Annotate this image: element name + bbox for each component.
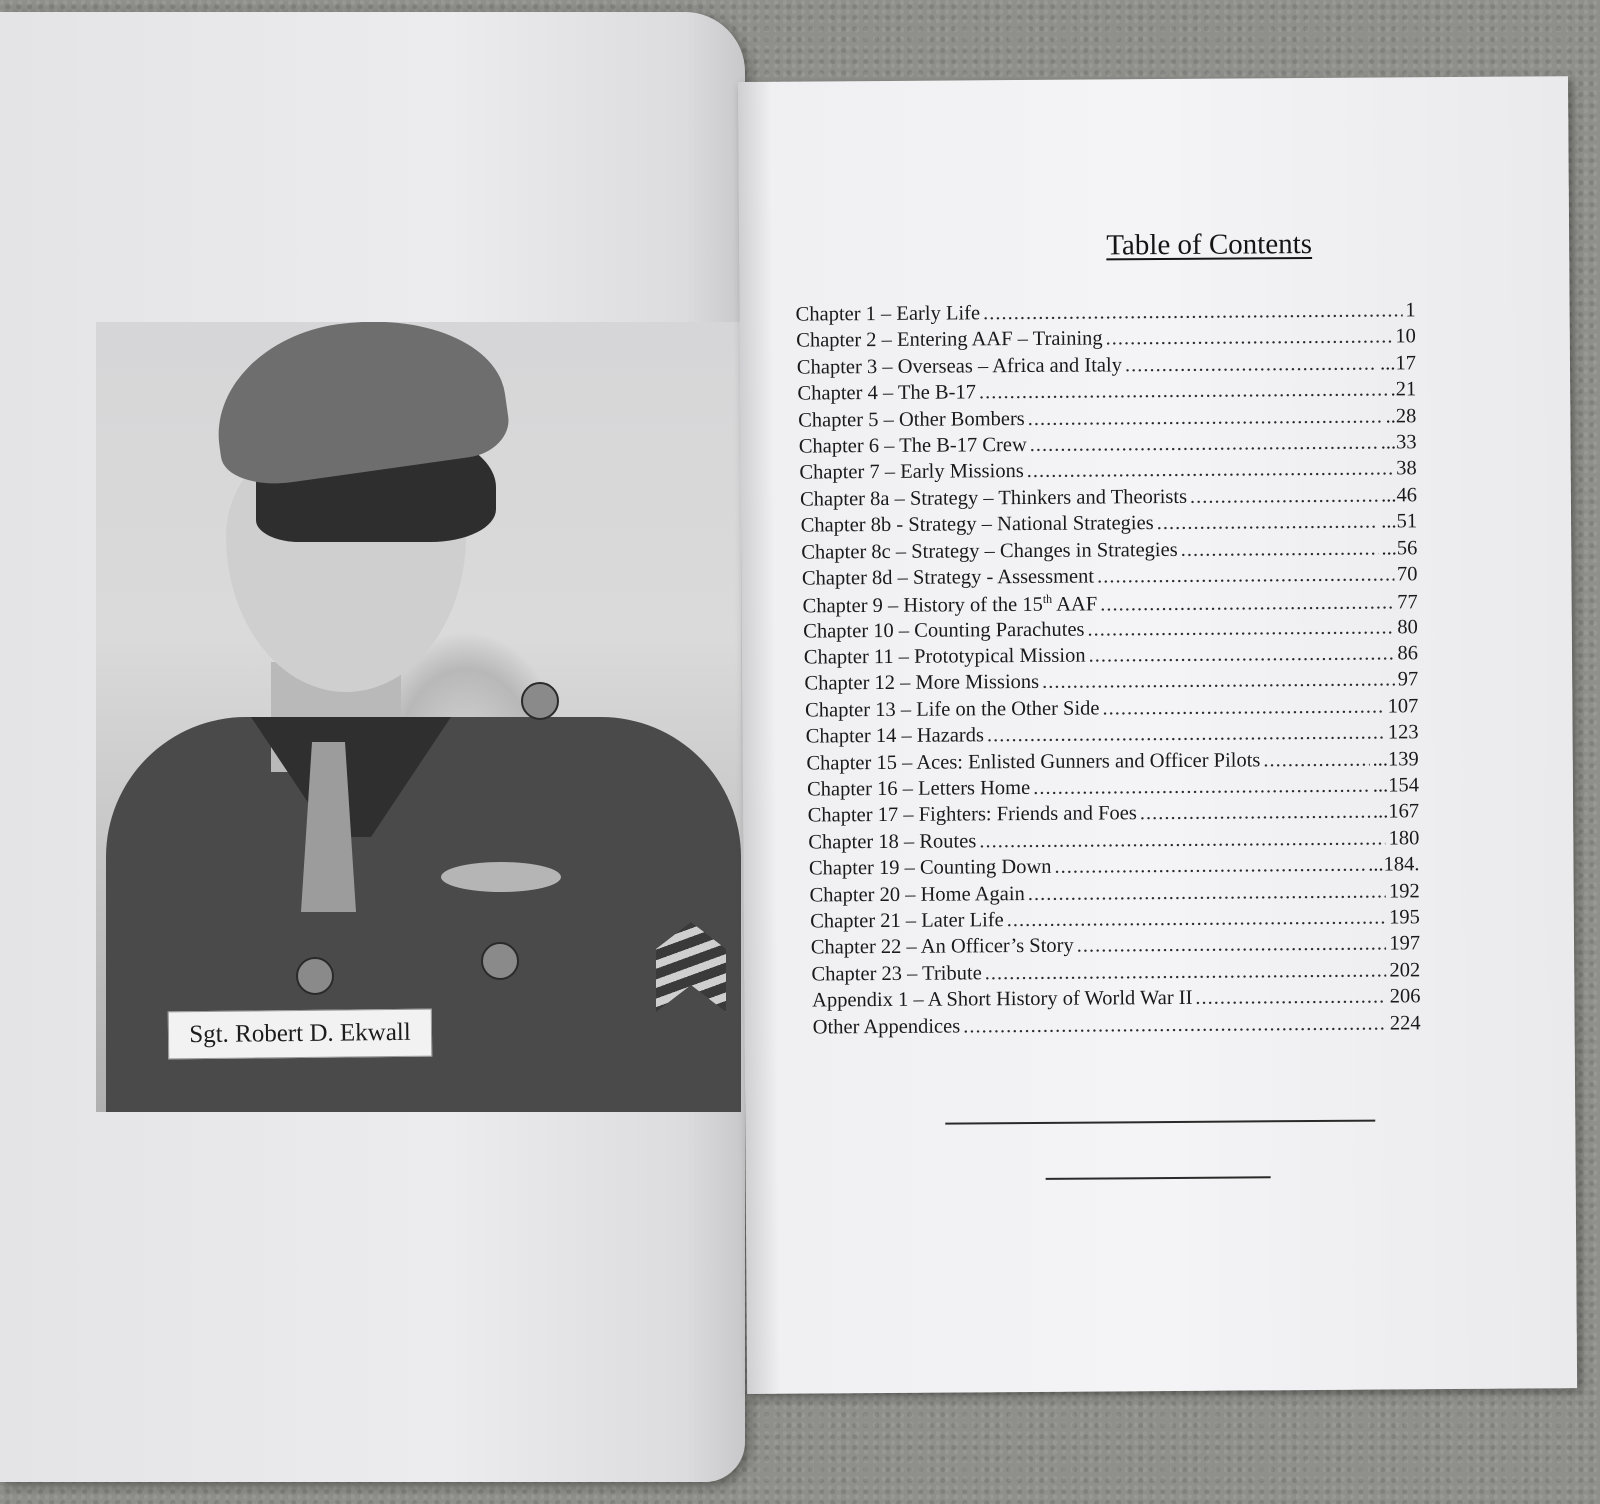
toc-entry-page: 195 (1389, 906, 1420, 929)
toc-entry-page: 180 (1388, 827, 1420, 850)
toc-entry-label: Chapter 1 – Early Life (795, 302, 981, 326)
toc-leader-dots (979, 379, 1388, 405)
toc-leader-dots (987, 722, 1385, 748)
toc-leader-dots (963, 1012, 1387, 1038)
toc-entry (801, 1012, 1421, 1043)
left-page (0, 12, 745, 1482)
toc-entry-page: 192 (1388, 879, 1420, 903)
toc-leader-dots (985, 959, 1387, 985)
divider-rule (945, 1120, 1375, 1125)
toc-leader-dots (1028, 880, 1386, 905)
toc-leader-dots (1087, 616, 1394, 641)
toc-entry-label: Chapter 17 – Fighters: Friends and Foes (807, 802, 1137, 827)
toc-entry-label: Chapter 12 – More Missions (804, 671, 1040, 696)
toc-entry-page: ...56 (1381, 536, 1418, 560)
jacket-button (296, 957, 334, 995)
toc-list (796, 299, 1421, 1042)
toc-title: Table of Contents (1106, 227, 1313, 262)
toc-entry-label: Chapter 16 – Letters Home (806, 777, 1031, 801)
toc-leader-dots (983, 299, 1402, 325)
soldier-portrait-photo (96, 322, 741, 1112)
toc-entry-label: Chapter 9 – History of the 15th AAF (802, 592, 1098, 618)
toc-entry-label: Chapter 19 – Counting Down (808, 856, 1052, 880)
toc-entry-label: Chapter 20 – Home Again (809, 882, 1025, 907)
toc-leader-dots (1102, 695, 1384, 720)
toc-entry-label: Chapter 6 – The B-17 Crew (798, 433, 1027, 458)
toc-leader-dots (1181, 537, 1379, 561)
photo-caption: Sgt. Robert D. Ekwall (168, 1009, 432, 1060)
toc-leader-dots (1190, 484, 1378, 508)
jacket-button (521, 682, 559, 720)
jacket-button (481, 942, 519, 980)
toc-entry-label: Chapter 11 – Prototypical Mission (803, 644, 1086, 669)
toc-leader-dots (1263, 748, 1369, 772)
toc-entry-label: Chapter 13 – Life on the Other Side (805, 697, 1100, 722)
toc-entry-page: 38 (1396, 457, 1417, 480)
toc-entry-page: ...154 (1372, 774, 1420, 797)
toc-leader-dots (1097, 563, 1394, 588)
toc-entry-label: Chapter 4 – The B-17 (797, 381, 977, 405)
toc-leader-dots (1140, 801, 1370, 826)
toc-leader-dots (1195, 986, 1386, 1010)
toc-entry-page: 197 (1389, 932, 1421, 955)
toc-entry-page: 10 (1395, 325, 1416, 348)
toc-entry-page: ...51 (1381, 510, 1418, 533)
toc-leader-dots (1100, 592, 1394, 617)
pilot-wings-badge (441, 862, 561, 892)
toc-entry-label: Other Appendices (812, 1015, 961, 1039)
toc-leader-dots (1157, 511, 1379, 536)
toc-entry-label: Chapter 21 – Later Life (810, 909, 1004, 933)
toc-entry-page: 123 (1387, 721, 1419, 744)
toc-entry-label: Chapter 10 – Counting Parachutes (803, 618, 1085, 643)
toc-entry-page: ...33 (1380, 431, 1417, 454)
toc-entry-label: Chapter 2 – Entering AAF – Training (796, 327, 1103, 352)
toc-leader-dots (1088, 643, 1394, 668)
toc-entry-label: Chapter 18 – Routes (808, 830, 977, 854)
toc-entry-page: ...167 (1372, 800, 1420, 824)
toc-entry-page: ...139 (1372, 747, 1419, 771)
toc-entry-label: Chapter 22 – An Officer’s Story (810, 935, 1074, 959)
toc-entry-label: Chapter 5 – Other Bombers (798, 407, 1025, 432)
toc-entry-page: ...46 (1380, 484, 1417, 507)
toc-leader-dots (979, 827, 1385, 853)
divider-rule (1046, 1176, 1271, 1179)
toc-leader-dots (1027, 458, 1394, 484)
toc-entry-page: ..28 (1385, 404, 1417, 428)
toc-entry-page: ...17 (1380, 352, 1417, 375)
toc-leader-dots (1077, 933, 1387, 958)
toc-entry-label: Appendix 1 – A Short History of World War II (812, 987, 1193, 1012)
toc-leader-dots (1106, 326, 1393, 351)
toc-entry-page: ...184. (1368, 853, 1420, 876)
toc-entry-page: .21 (1390, 378, 1417, 401)
toc-entry-page: 224 (1389, 1011, 1421, 1035)
toc-entry-label: Chapter 14 – Hazards (805, 724, 985, 748)
toc-entry-page: 1 (1405, 299, 1416, 322)
toc-entry-page: 107 (1387, 695, 1419, 718)
toc-leader-dots (1125, 352, 1377, 377)
toc-entry-page: 97 (1397, 668, 1419, 691)
right-page (738, 76, 1577, 1394)
toc-entry-label: Chapter 7 – Early Missions (799, 460, 1024, 484)
toc-entry-page: 80 (1397, 615, 1418, 639)
toc-leader-dots (1030, 431, 1378, 456)
toc-leader-dots (1028, 405, 1383, 430)
toc-entry-page: 206 (1389, 985, 1421, 1008)
toc-entry-page: 202 (1389, 959, 1421, 982)
toc-entry-label: Chapter 8d – Strategy - Assessment (801, 565, 1095, 590)
toc-leader-dots (1033, 775, 1370, 800)
toc-leader-dots (1007, 906, 1387, 932)
toc-entry-page: 70 (1396, 563, 1418, 586)
toc-leader-dots (1054, 854, 1365, 879)
toc-entry-label: Chapter 23 – Tribute (811, 962, 982, 986)
toc-leader-dots (1042, 669, 1395, 694)
toc-entry-label: Chapter 15 – Aces: Enlisted Gunners and Officer Pilots (806, 749, 1261, 775)
toc-entry-page: 77 (1397, 591, 1418, 614)
toc-entry-label: Chapter 8a – Strategy – Thinkers and Theorists (799, 485, 1188, 511)
toc-entry-label: Chapter 8c – Strategy – Changes in Strategies (801, 538, 1178, 564)
toc-entry-label: Chapter 8b - Strategy – National Strategies (800, 512, 1154, 537)
toc-entry-label: Chapter 3 – Overseas – Africa and Italy (796, 354, 1123, 379)
toc-entry-page: 86 (1397, 642, 1419, 665)
